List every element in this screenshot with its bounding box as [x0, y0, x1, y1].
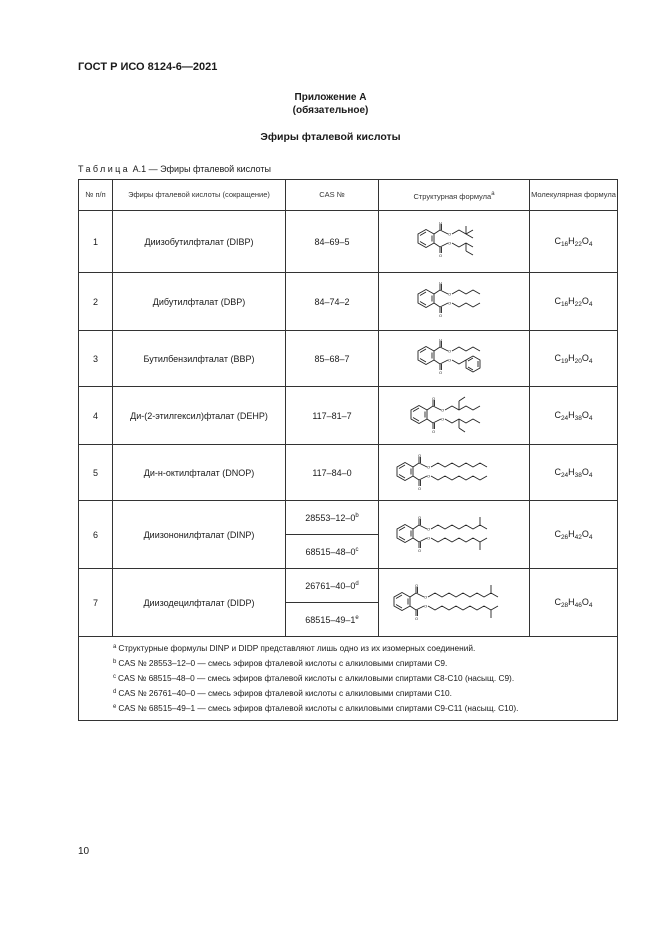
mf-c: C: [554, 352, 561, 363]
mf-h-count: 22: [574, 240, 582, 248]
mf-c: C: [554, 295, 561, 306]
mf-h-count: 38: [574, 471, 582, 479]
svg-text:O: O: [424, 603, 428, 608]
row-cas-secondary: [286, 535, 379, 569]
didp-structure-icon: [386, 580, 522, 626]
svg-text:O: O: [418, 514, 422, 520]
svg-text:O: O: [441, 416, 445, 421]
cas-note: b: [355, 512, 359, 519]
header-cas: CAS №: [286, 180, 379, 211]
table-row: [79, 273, 618, 331]
row-cas: 117–81–7: [286, 387, 379, 445]
footnote-text: Структурные формулы DINP и DIDP представляют лишь одно из их изомерных соединений.: [118, 643, 476, 653]
annex-heading: Эфиры фталевой кислоты: [260, 131, 401, 143]
table-caption-prefix: Таблица: [78, 164, 131, 174]
mf-o: O: [581, 409, 589, 420]
mf-c: C: [554, 409, 561, 420]
table-header-row: [79, 180, 618, 211]
footnote-mark: e: [113, 704, 117, 710]
svg-text:O: O: [448, 348, 452, 353]
bbp-structure-icon: [404, 339, 504, 379]
svg-text:O: O: [432, 428, 436, 434]
row-structure: [379, 569, 530, 637]
table-row: [79, 501, 618, 535]
row-molecular: [530, 211, 618, 273]
row-structure: [379, 445, 530, 501]
row-structure: [379, 501, 530, 569]
svg-text:O: O: [441, 407, 445, 412]
mf-h: H: [568, 409, 575, 420]
row-cas-primary: [286, 569, 379, 603]
svg-text:O: O: [439, 252, 443, 258]
header-molecular: Молекулярная формула: [530, 180, 618, 211]
row-molecular: [530, 273, 618, 331]
mf-c-count: 24: [560, 471, 569, 479]
row-name: Бутилбензилфталат (BBP): [113, 331, 286, 387]
svg-text:O: O: [432, 395, 436, 401]
mf-h-count: 20: [574, 357, 582, 365]
footnotes-row: [79, 637, 618, 721]
mf-h: H: [568, 466, 575, 477]
mf-h: H: [568, 528, 575, 539]
svg-text:O: O: [448, 300, 452, 305]
mf-c-count: 19: [560, 357, 569, 365]
mf-h: H: [568, 295, 575, 306]
row-cas-secondary: [286, 603, 379, 637]
svg-text:O: O: [448, 357, 452, 362]
row-molecular: [530, 569, 618, 637]
phthalates-table: [78, 179, 618, 721]
dinp-structure-icon: [389, 512, 519, 558]
row-num: 7: [79, 569, 113, 637]
row-structure: [379, 331, 530, 387]
svg-text:O: O: [427, 464, 431, 469]
mf-c: C: [554, 466, 561, 477]
cas-note: c: [355, 546, 359, 553]
cas-number: 68515–49–1: [305, 614, 356, 625]
mf-c-count: 16: [560, 240, 569, 248]
row-name: Диизононилфталат (DINP): [113, 501, 286, 569]
svg-text:O: O: [427, 535, 431, 540]
mf-c-count: 16: [560, 300, 569, 308]
row-cas: 84–74–2: [286, 273, 379, 331]
footnote-text: CAS № 28553–12–0 — смесь эфиров фталевой кислоты с алкиловыми спиртами С9.: [118, 658, 448, 668]
mf-c-count: 28: [560, 601, 569, 609]
svg-text:O: O: [448, 231, 452, 236]
table-caption-text: А.1 — Эфиры фталевой кислоты: [132, 164, 271, 174]
mf-h-count: 22: [574, 300, 582, 308]
footnote-e: [113, 700, 617, 715]
footnote-mark: a: [113, 644, 117, 650]
header-structure: [379, 180, 530, 211]
mf-o-count: 4: [588, 240, 593, 248]
row-cas: 84–69–5: [286, 211, 379, 273]
cas-note: e: [355, 614, 359, 621]
annex-title: Приложение А: [294, 92, 367, 103]
dbp-structure-icon: [404, 282, 504, 322]
mf-o: O: [581, 235, 589, 246]
svg-text:O: O: [415, 615, 419, 621]
dibp-structure-icon: [404, 222, 504, 262]
row-name: Ди-н-октилфталат (DNOP): [113, 445, 286, 501]
table-row: [79, 387, 618, 445]
footnote-mark: b: [113, 659, 117, 665]
cas-note: d: [355, 580, 359, 587]
svg-text:O: O: [439, 281, 443, 285]
svg-text:O: O: [424, 594, 428, 599]
cas-number: 68515–48–0: [305, 546, 356, 557]
footnote-d: [113, 685, 617, 700]
mf-c-count: 26: [560, 533, 569, 541]
row-num: 4: [79, 387, 113, 445]
mf-o-count: 4: [588, 357, 593, 365]
row-num: 5: [79, 445, 113, 501]
mf-c: C: [554, 528, 561, 539]
mf-h: H: [568, 352, 575, 363]
svg-text:O: O: [439, 338, 443, 342]
header-num: № п/п: [79, 180, 113, 211]
row-name: Диизодецилфталат (DIDP): [113, 569, 286, 637]
footnote-text: CAS № 68515–49–1 — смесь эфиров фталевой кислоты с алкиловыми спиртами С9-С11 (насыщ. С10).: [118, 703, 519, 713]
row-num: 1: [79, 211, 113, 273]
footnote-b: [113, 655, 617, 670]
mf-h-count: 46: [574, 601, 582, 609]
svg-text:O: O: [448, 240, 452, 245]
cas-number: 26761–40–0: [305, 580, 356, 591]
svg-text:O: O: [427, 526, 431, 531]
mf-o: O: [581, 528, 589, 539]
dnop-structure-icon: [389, 452, 519, 494]
row-molecular: [530, 445, 618, 501]
mf-o-count: 4: [588, 300, 593, 308]
row-cas-primary: [286, 501, 379, 535]
mf-h-count: 38: [574, 414, 582, 422]
row-structure: [379, 211, 530, 273]
row-cas: 117–84–0: [286, 445, 379, 501]
dehp-structure-icon: [399, 393, 509, 439]
table-footnotes: [79, 637, 618, 721]
mf-o: O: [581, 466, 589, 477]
row-structure: [379, 273, 530, 331]
svg-text:O: O: [448, 291, 452, 296]
mf-h-count: 42: [574, 533, 582, 541]
footnote-text: CAS № 26761–40–0 — смесь эфиров фталевой кислоты с алкиловыми спиртами С10.: [118, 688, 452, 698]
row-num: 3: [79, 331, 113, 387]
svg-text:O: O: [418, 485, 422, 491]
mf-c: C: [554, 596, 561, 607]
mf-c-count: 24: [560, 414, 569, 422]
footnote-mark: d: [113, 689, 117, 695]
svg-text:O: O: [439, 312, 443, 318]
svg-text:O: O: [418, 547, 422, 553]
mf-o-count: 4: [588, 414, 593, 422]
svg-text:O: O: [415, 582, 419, 588]
mf-o-count: 4: [588, 533, 593, 541]
header-name: Эфиры фталевой кислоты (сокращение): [113, 180, 286, 211]
footnote-c: [113, 670, 617, 685]
mf-o: O: [581, 352, 589, 363]
header-structure-label: Структурная формула: [413, 191, 492, 201]
mf-o-count: 4: [588, 471, 593, 479]
annex-status: (обязательное): [292, 105, 369, 116]
table-row: [79, 211, 618, 273]
mf-o: O: [581, 596, 589, 607]
svg-text:O: O: [427, 473, 431, 478]
table-row: [79, 569, 618, 603]
mf-c: C: [554, 235, 561, 246]
mf-o-count: 4: [588, 601, 593, 609]
row-num: 2: [79, 273, 113, 331]
table-caption: [78, 164, 271, 174]
row-structure: [379, 387, 530, 445]
footnote-text: CAS № 68515–48–0 — смесь эфиров фталевой кислоты с алкиловыми спиртами С8-С10 (насыщ. С9).: [118, 673, 515, 683]
row-molecular: [530, 387, 618, 445]
row-name: Ди-(2-этилгексил)фталат (DEHP): [113, 387, 286, 445]
row-molecular: [530, 331, 618, 387]
row-molecular: [530, 501, 618, 569]
cas-number: 28553–12–0: [305, 512, 356, 523]
table-row: [79, 331, 618, 387]
mf-h: H: [568, 235, 575, 246]
row-name: Дибутилфталат (DBP): [113, 273, 286, 331]
page-number: 10: [78, 846, 90, 857]
row-name: Диизобутилфталат (DIBP): [113, 211, 286, 273]
svg-text:O: O: [418, 452, 422, 458]
footnote-a: [113, 640, 617, 655]
table-row: [79, 445, 618, 501]
row-cas: 85–68–7: [286, 331, 379, 387]
mf-h: H: [568, 596, 575, 607]
svg-text:O: O: [439, 369, 443, 375]
standard-designation: ГОСТ Р ИСО 8124-6—2021: [78, 61, 218, 73]
mf-o: O: [581, 295, 589, 306]
header-structure-note: a: [491, 190, 495, 197]
row-num: 6: [79, 501, 113, 569]
footnote-mark: c: [113, 674, 116, 680]
svg-text:O: O: [439, 221, 443, 225]
